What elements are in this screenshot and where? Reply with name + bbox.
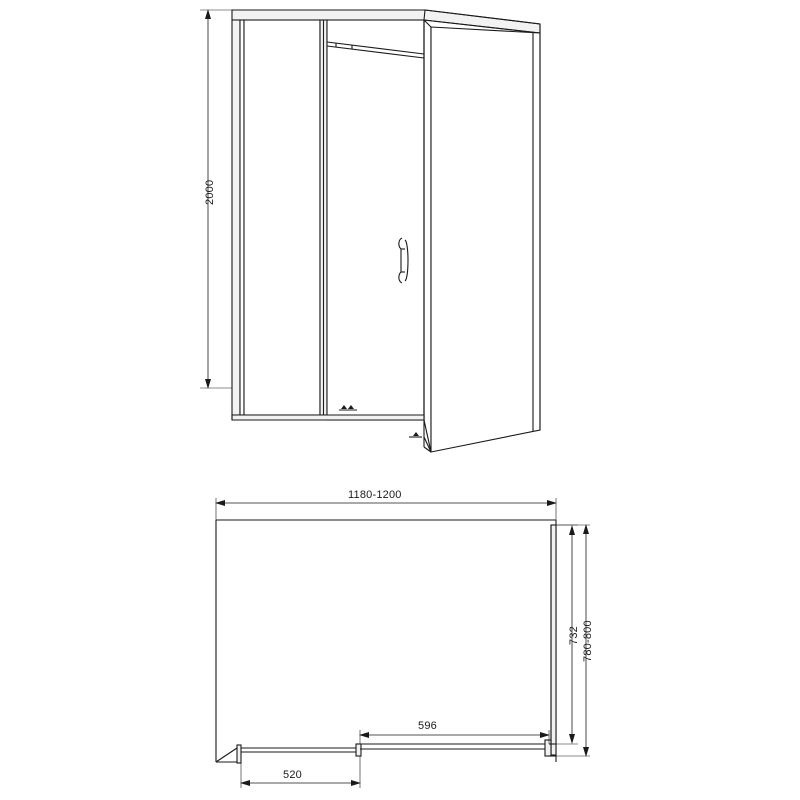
centre-stile: [320, 20, 327, 415]
fixed-glass-panel: [244, 20, 320, 415]
dim-label-depth-732: 732: [568, 626, 580, 645]
left-post: [232, 20, 244, 415]
dim-label-height-2000: 2000: [204, 179, 216, 205]
sliding-glass-door: [327, 20, 424, 420]
top-plan-view: [215, 498, 590, 788]
side-glass-panel: [431, 27, 540, 452]
dim-label-depth-780-800: 780-800: [582, 620, 594, 662]
plan-front-assembly: [216, 740, 556, 763]
dim-label-door-596: 596: [418, 720, 437, 732]
dim-label-width-1180-1200: 1180-1200: [348, 489, 402, 501]
dim-label-panel-520: 520: [283, 769, 302, 781]
corner-post: [424, 20, 431, 452]
bottom-rail: [232, 415, 431, 452]
plan-outline: [216, 520, 556, 762]
front-elevation-view: [200, 9, 540, 452]
plan-side-panel: [551, 525, 556, 755]
dim-door-596: [359, 732, 550, 738]
